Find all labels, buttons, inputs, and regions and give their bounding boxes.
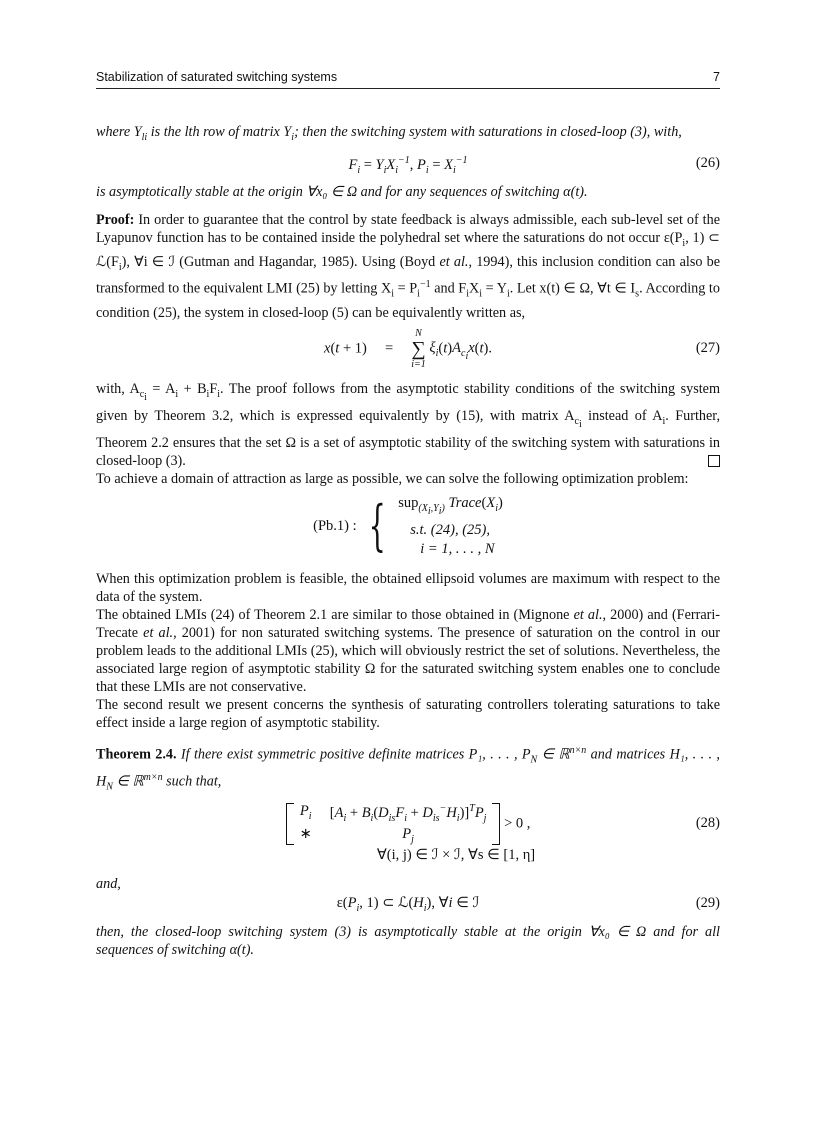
eq28-condition: ∀(i, j) ∈ ℐ × ℐ, ∀s ∈ [1, η] (376, 846, 536, 863)
equation-29: $\varepsilon(P_i$, 1) ⊂ $ℒ(H_i)$, ∀i ∈ ℐ (29) (336, 894, 720, 914)
comparison-paragraph: The obtained LMIs (24) of Theorem 2.1 are similar to those obtained in (Mignone et al., 2000) and (Ferrari-Trecate et al., 2001) for non saturated switching systems. The presence of saturation on the control in our problem leads to the additional LMIs (25), which will obviously restrict the set of solutions. Nevertheless, the associated large region of asymptotic stability Ω for the saturated switching system enables one to conclude that these LMIs are not conservative. (96, 606, 721, 695)
equation-28: $P_i$ $[A_i + B_i(D_{is}F_i + D_{is}^-H_i)]^TP_j$ ∗ $P_j$ > 0 , ∀(i, j) ∈ ℐ × ℐ, ∀s ∈ [1, η] (28) (96, 803, 720, 867)
second-result-paragraph: The second result we present concerns the synthesis of saturating controllers tolerating saturations to take effect inside a large region of asymptotic stability. (96, 696, 720, 731)
equation-number: (27) (695, 340, 720, 357)
feasibility-paragraph: When this optimization problem is feasible, the obtained ellipsoid volumes are maximum with respect to the data of the system. (96, 570, 720, 605)
eq28-gt: > 0 , (504, 815, 531, 832)
header-page-number: 7 (713, 70, 720, 84)
equation-number: (29) (695, 894, 720, 911)
running-header (96, 70, 720, 89)
after-eq27-paragraph: with, $A_{c_i} = A_i + B_iF_i$. The proof follows from the asymptotic stability conditions of the switching system given by Theorem 3.2, which is expressed equivalently by (15), with matrix $A_{c_i}$ instead of $A_i$. Further, Theorem 2.2 ensures that the set Ω is a set of asymptotic stability of the switching system with saturations in closed-loop (3). (96, 381, 721, 469)
pb1-label: (Pb.1) : (313, 517, 357, 534)
proof-paragraph: Proof: In order to guarantee that the control by state feedback is always admissible, each sub-level set of the Lyapunov function has to be contained inside the polyhedral set where the saturations do not occur $\varepsilon(P_i$, 1) ⊂ $ℒ(F_i)$, ∀i ∈ ℐ (Gutman and Hagandar, 1985). Using (Boyd et al., 1994), this inclusion condition can also be transformed to the equivalent LMI (25) by letting $X_i = P_i^{-1}$ and $F_iX_i = Y_i$. Let x(t) ∈ Ω, ∀t ∈ $I_s$. According to condition (25), the system in closed-loop (5) can be equivalently written as, (96, 211, 721, 322)
after-eq26: is asymptotically stable at the origin ∀x₀ ∈ Ω and for any sequences of switching α(t). (96, 183, 588, 200)
and-label: and, (96, 875, 121, 892)
equation-number: (26) (695, 154, 720, 171)
intro-paragraph: where $Y_{li}$ is the lth row of matrix $Y_i$; then the switching system with saturations in closed-loop (3), with, (96, 124, 682, 143)
qed-square (708, 455, 720, 467)
equation-number: (28) (695, 814, 720, 831)
brace-glyph: { (368, 494, 387, 558)
problem-pb1: (Pb.1) : { sup$_{(X_i,Y_i)}$ $Trace(X_i)$ s.t. (24), (25), i = 1, . . . , N (313, 494, 503, 558)
page (96, 70, 720, 959)
theorem-conclusion: then, the closed-loop switching system (3) is asymptotically stable at the origin ∀x₀ ∈ Ω and for all sequences of switching α(t). (96, 923, 720, 958)
header-title: Stabilization of saturated switching systems (96, 70, 338, 84)
equation-26: $F_i = Y_iX_i^{-1}$, $P_i = X_i^{-1}$ (26) (348, 154, 720, 176)
equation-27: x(t + 1) = N ∑ i=1 $\xi_i(t)A_{c_i}x(t)$. (27) (324, 328, 720, 371)
theorem-2-4: Theorem 2.4. If there exist symmetric positive definite matrices P₁, . . . , $P_N$ ∈ ℝ$^{n\times n}$ and matrices H₁, . . . , $H_N$ ∈ ℝ$^{m\times n}$ such that, (96, 744, 720, 793)
optimization-intro: To achieve a domain of attraction as large as possible, we can solve the following optimization problem: (96, 470, 689, 487)
